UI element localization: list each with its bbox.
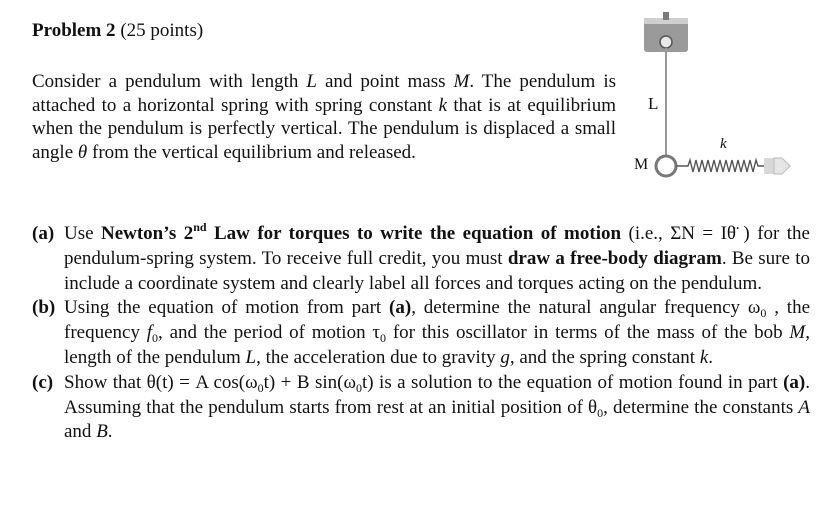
part-c-var-B: B	[96, 421, 108, 443]
part-a-text: . Be sure to include a coordinate system and clearly label all forces and torques acting on the pendulum.	[64, 247, 810, 294]
part-a	[32, 222, 810, 296]
part-c-bold: (a)	[783, 371, 806, 393]
part-b-var-f: f	[146, 322, 153, 344]
part-c-text: t) + B sin(ω	[263, 371, 356, 393]
mass-label: M	[634, 156, 649, 173]
intro-text: Consider a pendulum with length	[32, 71, 307, 92]
part-c	[32, 371, 810, 445]
part-b-subscript: 0	[152, 331, 159, 346]
pendulum-bob	[656, 156, 676, 176]
part-b-label: (b)	[32, 297, 56, 319]
part-b-subscript: 0	[380, 331, 387, 346]
length-label: L	[648, 94, 659, 113]
part-a-bold: draw a free-body diagram	[507, 247, 722, 269]
part-c-label: (c)	[32, 371, 54, 393]
part-b-text: , the frequency	[64, 297, 811, 344]
part-b	[32, 296, 810, 370]
part-b-text: .	[708, 346, 714, 368]
support-bolt	[663, 12, 669, 20]
part-c-subscript: 0	[257, 380, 264, 395]
part-a-bold: Newton’s 2	[100, 223, 194, 244]
pendulum-spring-figure	[630, 8, 820, 198]
part-b-bold: (a)	[389, 297, 412, 319]
part-b-text: , length of the pendulum	[64, 322, 810, 368]
part-a-label: (a)	[32, 223, 55, 244]
part-a-text: Use	[64, 223, 101, 244]
problem-intro	[32, 70, 616, 164]
part-c-text: , determine the constants	[603, 396, 799, 418]
part-b-text: , the acceleration due to gravity	[256, 346, 501, 368]
part-c-text: t) is a solution to the equation of motion found in part	[361, 371, 784, 393]
part-a-bold: Law for torques to write the equation of motion	[206, 223, 622, 244]
intro-text: . The pendulum is attached to a horizontal spring with spring constant	[32, 71, 616, 116]
part-c-var-A: A	[798, 396, 810, 418]
intro-text: from the vertical equilibrium and released.	[87, 141, 416, 163]
part-b-var-M: M	[789, 322, 806, 344]
part-b-text: Using the equation of motion from part	[64, 297, 390, 319]
part-c-text: . Assuming that the pendulum starts from rest at an initial position of θ	[64, 371, 810, 418]
part-b-text: for this oscillator in terms of the mass of the bob	[386, 322, 790, 344]
part-b-subscript: 0	[760, 306, 767, 321]
problem-title	[32, 20, 203, 42]
part-b-var-g: g	[500, 346, 510, 368]
part-b-var-L: L	[245, 346, 257, 368]
intro-text: that is at equilibrium when the pendulum is perfectly vertical. The pendulum is displaced a small angle	[32, 94, 616, 163]
problem-parts	[32, 222, 810, 445]
intro-var-k: k	[438, 94, 447, 116]
part-a-superscript: nd	[193, 220, 207, 234]
intro-text: and point mass	[316, 71, 454, 92]
pendulum-diagram	[630, 8, 820, 198]
part-c-subscript: 0	[597, 405, 604, 420]
part-c-subscript: 0	[355, 380, 362, 395]
spring-mount	[764, 158, 774, 174]
part-c-text: Show that θ(t) = A cos(ω	[64, 371, 258, 393]
wall-bracket	[774, 158, 790, 174]
problem-points: (25 points)	[120, 20, 204, 41]
part-a-text: (i.e., ΣN = Iθ̈ ) for the pendulum-spring system. To receive full credit, you must	[64, 223, 810, 269]
part-b-text: , and the period of motion τ	[158, 322, 381, 344]
spring-coil	[676, 160, 764, 172]
part-b-text: , determine the natural angular frequency ω	[411, 297, 761, 319]
part-c-text: and	[64, 421, 97, 443]
intro-var-theta: θ	[77, 141, 88, 163]
part-b-text: , and the spring constant	[509, 346, 700, 368]
part-c-text: .	[107, 421, 113, 443]
intro-var-M: M	[453, 71, 470, 92]
part-b-var-k: k	[699, 346, 709, 368]
problem-heading: Problem 2	[32, 20, 116, 41]
spring-constant-label: k	[720, 136, 727, 152]
intro-var-L: L	[306, 71, 317, 92]
pivot-icon	[660, 36, 672, 48]
